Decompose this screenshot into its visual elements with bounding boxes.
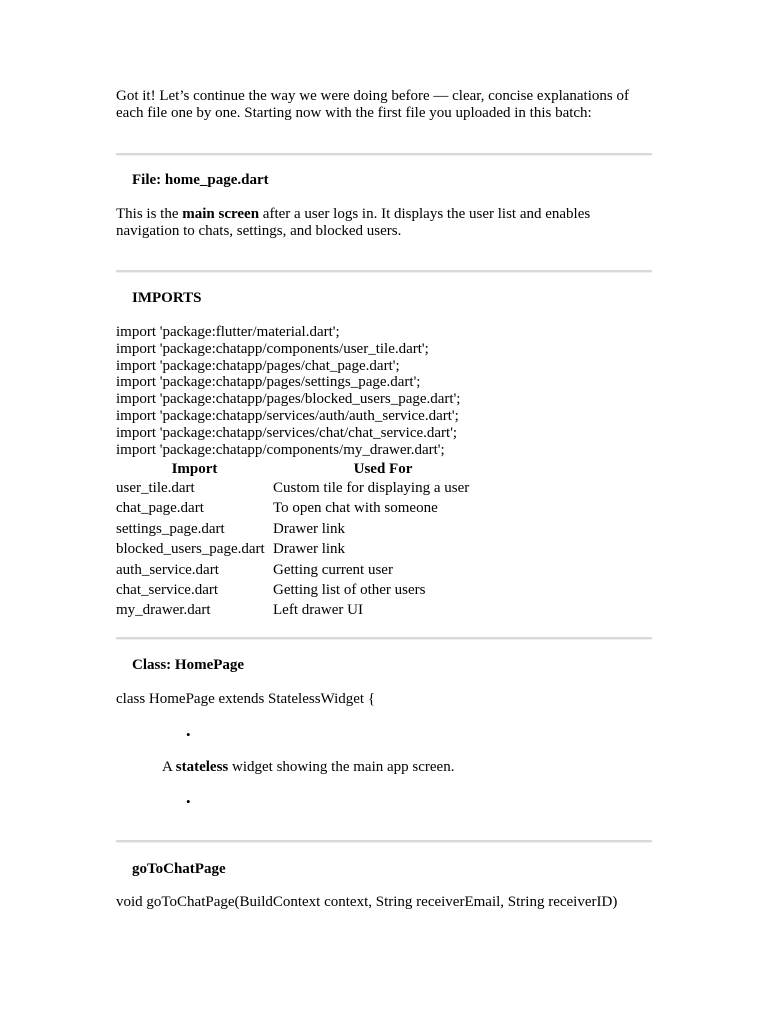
file-desc-post: after a user logs in. It displays the user list and enables navigation to chats, settings, and blocked users.	[116, 206, 591, 239]
class-desc-pre: A	[162, 759, 176, 775]
table-row	[116, 580, 493, 600]
import-line: import 'package:chatapp/pages/settings_page.dart';	[116, 374, 421, 391]
class-description	[162, 759, 454, 776]
table-cell-import: settings_page.dart	[116, 520, 225, 537]
goto-code: void goToChatPage(BuildContext context, String receiverEmail, String receiverID)	[116, 894, 618, 910]
table-cell-used-for: Drawer link	[273, 541, 346, 558]
table-row	[116, 519, 493, 539]
table-cell-used-for: Custom tile for displaying a user	[273, 480, 470, 496]
table-cell-used-for: Getting current user	[273, 561, 393, 578]
imports-heading: IMPORTS	[132, 290, 202, 306]
import-line: import 'package:chatapp/components/my_drawer.dart';	[116, 441, 445, 458]
class-desc-bold: stateless	[175, 759, 229, 775]
table-header-row	[116, 460, 493, 478]
table-row	[116, 600, 493, 620]
goto-heading: goToChatPage	[132, 861, 226, 877]
table-cell-import: auth_service.dart	[116, 561, 219, 578]
table-cell-used-for: Left drawer UI	[273, 602, 363, 619]
class-heading: Class: HomePage	[132, 657, 245, 673]
table-cell-used-for: Getting list of other users	[273, 582, 426, 599]
import-line: import 'package:chatapp/components/user_tile.dart';	[116, 340, 429, 357]
class-code: class HomePage extends StatelessWidget {	[116, 691, 376, 707]
imports-table	[116, 460, 493, 621]
table-cell-used-for: To open chat with someone	[273, 500, 438, 517]
table-header-import: Import	[171, 461, 218, 477]
intro-paragraph	[116, 88, 656, 122]
divider-3	[116, 637, 652, 640]
table-cell-import: blocked_users_page.dart	[116, 541, 265, 558]
table-header-used-for: Used For	[353, 461, 413, 477]
import-line: import 'package:flutter/material.dart';	[116, 324, 340, 340]
file-desc-bold: main screen	[182, 206, 260, 222]
table-cell-import: my_drawer.dart	[116, 602, 211, 619]
import-line: import 'package:chatapp/pages/blocked_users_page.dart';	[116, 391, 461, 408]
import-line: import 'package:chatapp/pages/chat_page.dart';	[116, 357, 400, 374]
intro-text: Got it! Let’s continue the way we were doing before — clear, concise explanations of each file one by one. Starting now with the first file you uploaded in this batch:	[116, 88, 629, 121]
import-line: import 'package:chatapp/services/auth/auth_service.dart';	[116, 407, 459, 424]
divider-4	[116, 840, 652, 843]
file-desc-pre: This is the	[116, 206, 183, 222]
table-cell-import: chat_service.dart	[116, 582, 219, 599]
table-row	[116, 539, 493, 559]
table-row	[116, 560, 493, 580]
file-heading: File: home_page.dart	[132, 172, 269, 188]
import-line: import 'package:chatapp/services/chat/chat_service.dart';	[116, 424, 458, 441]
table-row	[116, 478, 493, 498]
table-row	[116, 498, 493, 518]
import-code-block	[116, 324, 460, 458]
table-cell-import: chat_page.dart	[116, 500, 204, 517]
file-description	[116, 206, 656, 240]
bullet-1: •	[186, 727, 191, 742]
table-cell-used-for: Drawer link	[273, 520, 346, 537]
bullet-2: •	[186, 794, 191, 809]
class-desc-post: widget showing the main app screen.	[228, 759, 455, 775]
divider-1	[116, 153, 652, 156]
divider-2	[116, 270, 652, 273]
table-cell-import: user_tile.dart	[116, 480, 195, 496]
